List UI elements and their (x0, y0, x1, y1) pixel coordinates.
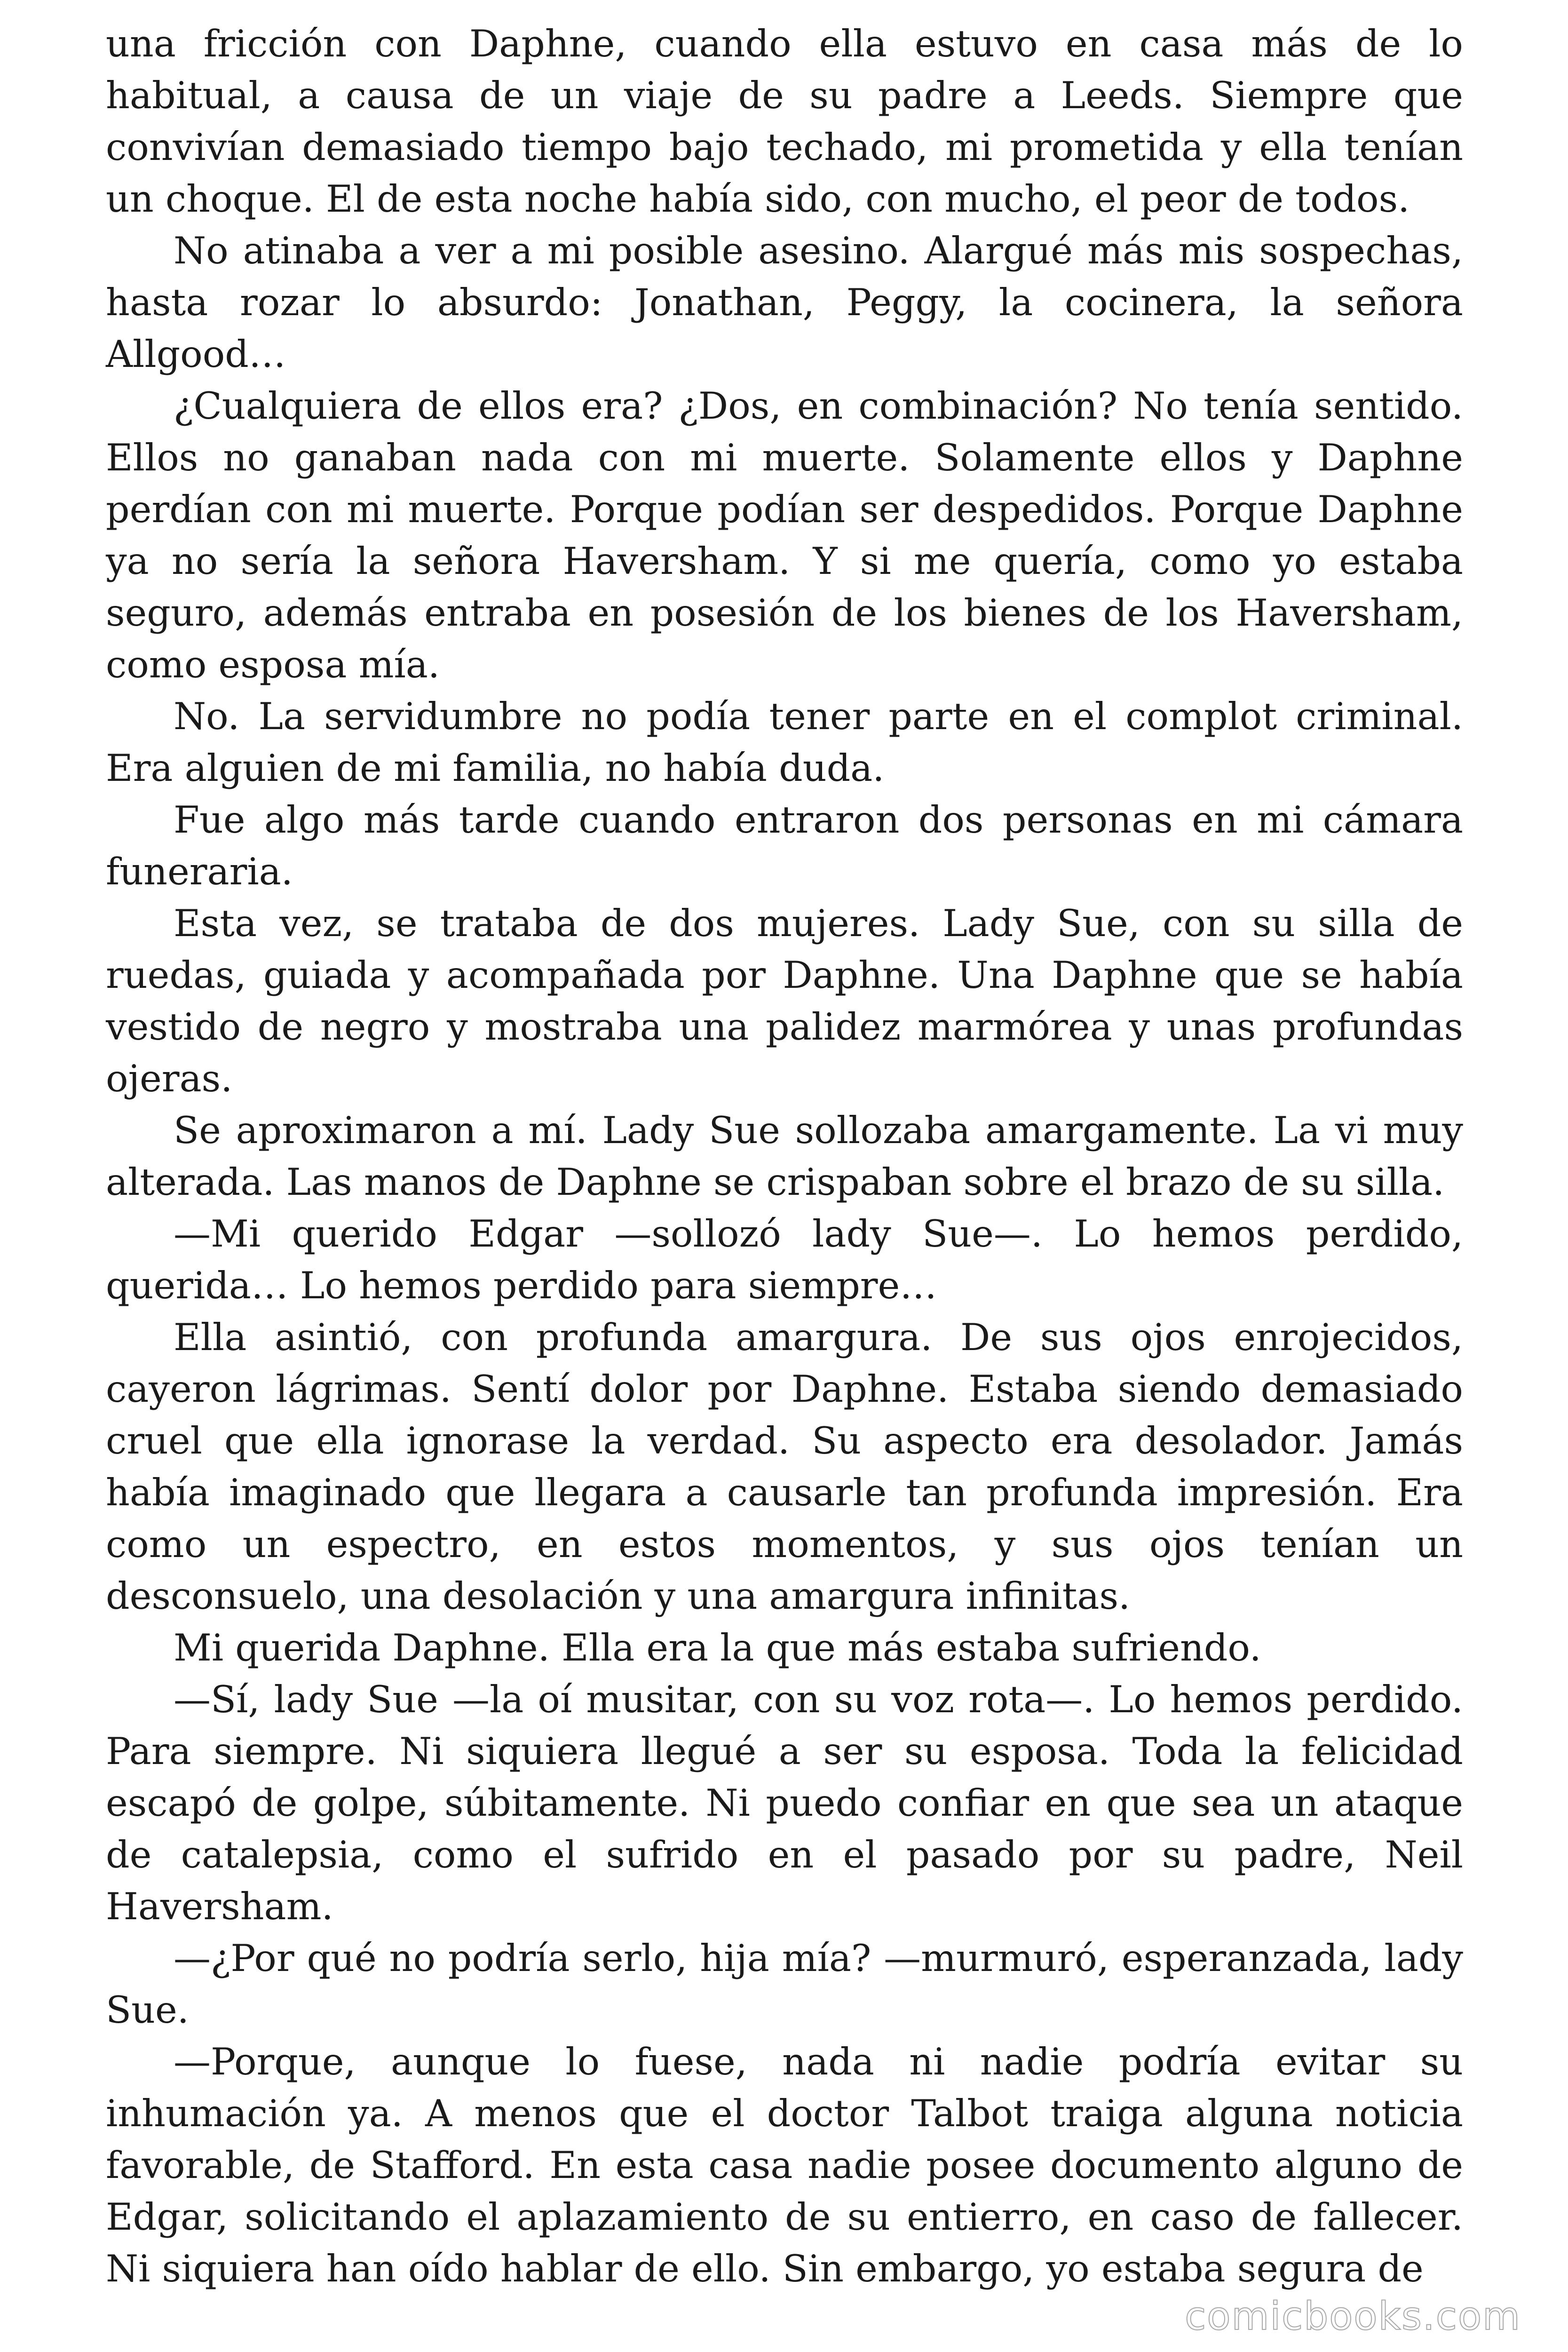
paragraph: Se aproximaron a mí. Lady Sue sollozaba amargamente. La vi muy alterada. Las manos de Daphne se crispaban sobre el brazo de su silla. (106, 1109, 1463, 1204)
paragraph: Esta vez, se trataba de dos mujeres. Lady Sue, con su silla de ruedas, guiada y acompañada por Daphne. Una Daphne que se había vestido de negro y mostraba una palidez marmórea y unas profundas ojeras. (106, 902, 1463, 1100)
watermark: comicbooks.com (1185, 2294, 1521, 2339)
paragraph: No. La servidumbre no podía tener parte en el complot criminal. Era alguien de mi familia, no había duda. (106, 695, 1463, 790)
paragraph: Ella asintió, con profunda amargura. De sus ojos enrojecidos, cayeron lágrimas. Sentí dolor por Daphne. Estaba siendo demasiado cruel que ella ignorase la verdad. Su aspecto era desolador. Jamás había imaginado que llegara a causarle tan profunda impresión. Era como un espectro, en estos momentos, y sus ojos tenían un desconsuelo, una desolación y una amargura infinitas. (106, 1316, 1463, 1618)
paragraph: —Sí, lady Sue —la oí musitar, con su voz rota—. Lo hemos perdido. Para siempre. Ni siquiera llegué a ser su esposa. Toda la felicidad escapó de golpe, súbitamente. Ni puedo confiar en que sea un ataque de catalepsia, como el sufrido en el pasado por su padre, Neil Haversham. (106, 1678, 1463, 1928)
paragraph: ¿Cualquiera de ellos era? ¿Dos, en combinación? No tenía sentido. Ellos no ganaban nada con mi muerte. Solamente ellos y Daphne perdían con mi muerte. Porque podían ser despedidos. Porque Daphne ya no sería la señora Haversham. Y si me quería, como yo estaba seguro, además entraba en posesión de los bienes de los Haversham, como esposa mía. (106, 384, 1463, 686)
page-body (106, 18, 1463, 2295)
paragraph: Mi querida Daphne. Ella era la que más estaba sufriendo. (174, 1626, 1261, 1669)
paragraph: —Mi querido Edgar —sollozó lady Sue—. Lo hemos perdido, querida… Lo hemos perdido para siempre… (106, 1212, 1463, 1307)
paragraph: —¿Por qué no podría serlo, hija mía? —murmuró, esperanzada, lady Sue. (106, 1937, 1463, 2032)
paragraph: —Porque, aunque lo fuese, nada ni nadie podría evitar su inhumación ya. A menos que el doctor Talbot traiga alguna noticia favorable, de Stafford. En esta casa nadie posee documento alguno de Edgar, solicitando el aplazamiento de su entierro, en caso de fallecer. Ni siquiera han oído hablar de ello. Sin embargo, yo estaba segura de (106, 2040, 1463, 2290)
paragraph: Fue algo más tarde cuando entraron dos personas en mi cámara funeraria. (106, 798, 1463, 893)
paragraph: una fricción con Daphne, cuando ella estuvo en casa más de lo habitual, a causa de un viaje de su padre a Leeds. Siempre que convivían demasiado tiempo bajo techado, mi prometida y ella tenían un choque. El de esta noche había sido, con mucho, el peor de todos. (106, 22, 1463, 221)
paragraph: No atinaba a ver a mi posible asesino. Alargué más mis sospechas, hasta rozar lo absurdo: Jonathan, Peggy, la cocinera, la señora Allgood… (106, 229, 1463, 376)
